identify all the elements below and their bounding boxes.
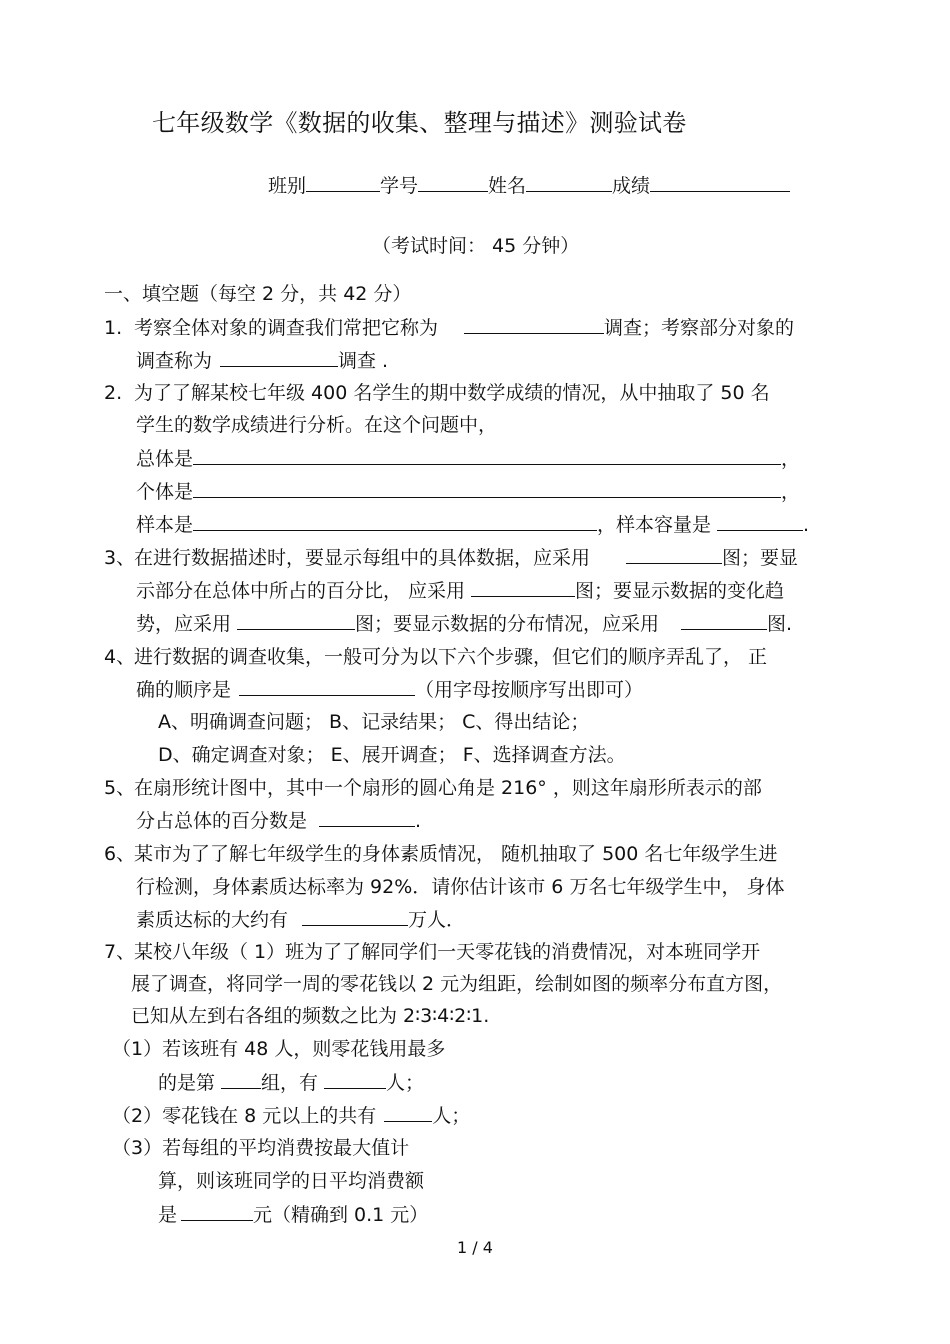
answer-blank[interactable] [193,512,597,531]
question-text: （2）零花钱在 8 元以上的共有 [112,1105,377,1127]
question-text: 某市为了了解七年级学生的身体素质情况， 随机抽取了 500 名七年级学生进 [134,843,778,865]
section-heading: 一、填空题（每空 2 分，共 42 分） [104,283,412,305]
question-7-part-3-line-1: （3）若每组的平均消费按最大值计 [112,1137,410,1159]
question-5-line-1 [104,776,762,800]
question-text: 调查称为 [136,350,213,372]
answer-blank[interactable] [681,611,767,630]
question-text: 人； [432,1105,471,1127]
question-text: 在进行数据描述时，要显示每组中的具体数据，应采用 [134,547,591,569]
question-text: 为了了解某校七年级 400 名学生的期中数学成绩的情况，从中抽取了 50 名 [134,382,770,404]
answer-blank[interactable] [237,611,355,630]
question-number: 5、 [104,777,136,799]
question-5-line-2 [136,808,421,833]
question-6-line-3 [136,907,465,932]
class-label: 班别 [268,175,307,197]
question-number: 2. [104,382,123,404]
question-text: 的是第 [158,1072,216,1094]
question-7-part-3-line-2: 算，则该班同学的日平均消费额 [158,1170,425,1192]
question-7-part-1-line-1: （1）若该班有 48 人，则零花钱用最多 [112,1038,446,1060]
answer-blank[interactable] [181,1202,253,1221]
question-text: 调查；考察部分对象的 [604,317,795,339]
score-label: 成绩 [612,175,651,197]
question-text: 组，有 [261,1072,319,1094]
answer-blank[interactable] [324,1070,386,1089]
question-7-part-1-line-2 [158,1070,424,1095]
question-7-line-3: 已知从左到右各组的频数之比为 2∶3∶4∶2∶1. [131,1005,490,1027]
answer-blank[interactable] [471,578,575,597]
question-2-line-2: 学生的数学成绩进行分析。在这个问题中， [136,414,498,436]
question-text: 素质达标的大约有 [136,909,289,931]
answer-blank[interactable] [239,677,415,696]
question-2-line-5 [136,512,809,537]
answer-blank[interactable] [193,446,781,465]
question-text: 总体是 [136,448,194,470]
answer-blank[interactable] [221,1070,261,1089]
answer-blank[interactable] [384,1103,432,1122]
question-text: 确的顺序是 [136,679,232,701]
question-1-line-2 [136,348,388,373]
question-number: 6、 [104,843,136,865]
answer-blank[interactable] [193,479,781,498]
question-3-line-3 [136,611,792,636]
question-text: 某校八年级（ 1）班为了了解同学们一天零花钱的消费情况，对本班同学开 [134,941,761,963]
question-7-part-2 [112,1103,470,1128]
class-blank[interactable] [306,173,380,192]
question-7-line-1 [104,940,760,964]
question-text: . [803,514,810,536]
answer-blank[interactable] [220,348,338,367]
student-info-line [268,173,790,198]
question-text: （用字母按顺序写出即可） [415,679,644,701]
question-4-options-1: A、明确调查问题； B、记录结果； C、得出结论； [158,711,590,733]
question-6-line-2: 行检测，身体素质达标率为 92%．请你估计该市 6 万名七年级学生中， 身体 [136,876,785,898]
question-text: 调查 . [338,350,389,372]
question-1-line-1 [104,315,794,340]
question-text: 图. [767,613,793,635]
page-number: 1 / 4 [457,1238,493,1257]
question-text: 样本是 [136,514,194,536]
question-text: 图；要显示数据的分布情况，应采用 [355,613,660,635]
answer-blank[interactable] [464,315,604,334]
answer-blank[interactable] [319,808,415,827]
question-text: 分占总体的百分数是 [136,810,308,832]
question-2-line-1 [104,381,770,405]
score-blank[interactable] [650,173,790,192]
question-text: 元（精确到 0.1 元） [253,1204,429,1226]
question-text: 考察全体对象的调查我们常把它称为 [134,317,439,339]
answer-blank[interactable] [302,907,408,926]
question-text: 人； [386,1072,425,1094]
question-4-line-1 [104,645,767,669]
question-number: 7、 [104,941,136,963]
question-text: 进行数据的调查收集，一般可分为以下六个步骤，但它们的顺序弄乱了， 正 [134,646,768,668]
question-4-options-2: D、确定调查对象； E、展开调查； F、选择调查方法。 [158,744,626,766]
question-text: 图；要显示数据的变化趋 [575,580,785,602]
question-7-part-3-line-3 [158,1202,428,1227]
question-text: 万人． [408,909,466,931]
exam-time: （考试时间： 45 分钟） [372,235,580,257]
question-text: 势，应采用 [136,613,232,635]
question-4-line-2 [136,677,643,702]
question-text: ， [781,448,801,470]
page-title: 七年级数学《数据的收集、整理与描述》测验试卷 [152,109,687,137]
answer-blank[interactable] [626,545,722,564]
question-6-line-1 [104,842,777,866]
question-text: . [415,810,422,832]
question-text: 示部分在总体中所占的百分比， 应采用 [136,580,466,602]
question-3-line-2 [136,578,784,603]
question-number: 3、 [104,547,136,569]
question-number: 1. [104,317,123,339]
question-7-line-2: 展了调查，将同学一周的零花钱以 2 元为组距，绘制如图的频率分布直方图， [131,973,783,995]
question-2-line-3 [136,446,800,471]
id-label: 学号 [380,175,419,197]
question-text: 个体是 [136,481,194,503]
name-blank[interactable] [526,173,612,192]
question-2-line-4 [136,479,800,504]
question-number: 4、 [104,646,136,668]
name-label: 姓名 [488,175,527,197]
question-text: ， [781,481,801,503]
answer-blank[interactable] [717,512,803,531]
question-3-line-1 [104,545,798,570]
id-blank[interactable] [418,173,488,192]
question-text: 是 [158,1204,178,1226]
question-text: ，样本容量是 [597,514,712,536]
question-text: 在扇形统计图中，其中一个扇形的圆心角是 216° ，则这年扇形所表示的部 [134,777,762,799]
question-text: 图；要显 [722,547,799,569]
